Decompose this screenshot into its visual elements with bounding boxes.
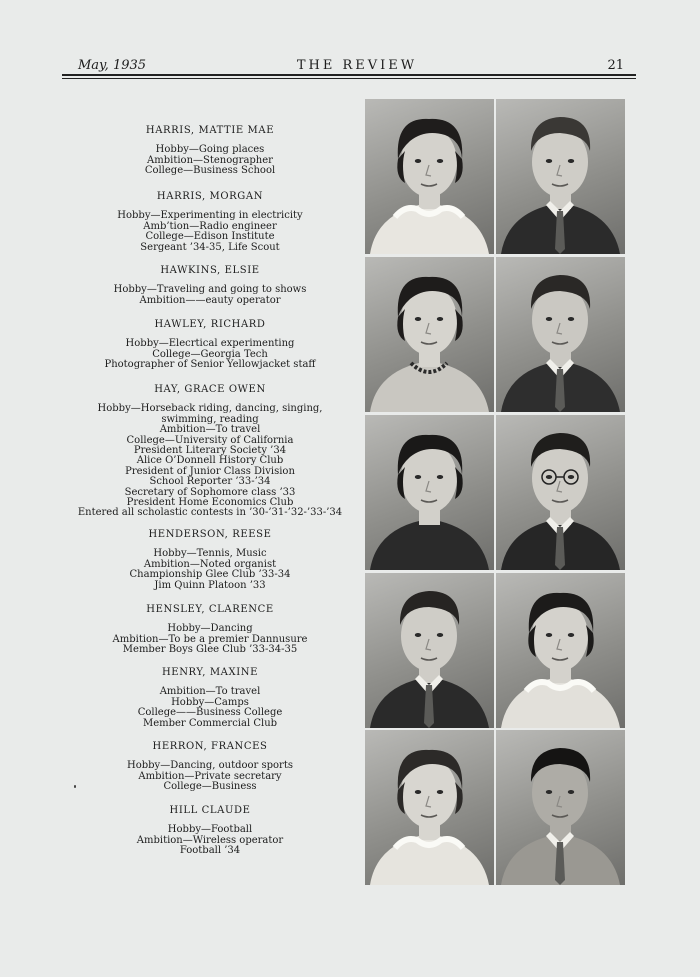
student-detail-line: Hobby—Tennis, Music	[153, 548, 267, 560]
student-detail-line: Sergeant ’34-35, Life Scout	[140, 241, 280, 253]
student-detail-line: Ambition—To travel	[159, 424, 261, 436]
student-detail-line: Football ’34	[179, 845, 241, 857]
student-entry	[60, 605, 360, 656]
portrait-photo	[365, 573, 494, 728]
student-detail-line: Ambition——eauty operator	[139, 294, 281, 306]
student-entry	[60, 320, 360, 371]
header-rule-thin	[62, 78, 636, 79]
student-detail-line: College—Edison Institute	[145, 231, 275, 243]
student-detail-line: Member Commercial Club	[142, 717, 278, 729]
student-detail-line: Hobby—Experimenting in electricity	[117, 210, 303, 222]
student-detail-line: School Reporter ’33-’34	[149, 476, 271, 488]
student-entry	[60, 530, 360, 591]
student-detail-line: Secretary of Sophomore class ’33	[124, 486, 296, 498]
student-entry	[60, 192, 360, 253]
student-detail-line: swimming, reading	[161, 413, 259, 425]
student-detail-line: Hobby—Traveling and going to shows	[113, 284, 307, 296]
issue-date: May, 1935	[78, 58, 147, 73]
student-detail-line: Hobby—Horseback riding, dancing, singing,	[97, 403, 323, 415]
student-detail-line: College——Business College	[137, 707, 283, 719]
student-entry	[60, 385, 360, 519]
student-detail-line: College—Business	[163, 781, 257, 793]
student-name: HERRON, FRANCES	[152, 741, 268, 752]
student-detail-line: Hobby—Going places	[155, 144, 265, 156]
student-entry	[60, 126, 360, 177]
student-detail-line: Member Boys Glee Club ’33-34-35	[122, 644, 298, 656]
student-name: HENSLEY, CLARENCE	[146, 604, 274, 615]
portrait-photo	[496, 573, 625, 728]
student-detail-line: College—Georgia Tech	[152, 348, 268, 360]
student-entry	[60, 742, 360, 793]
publication-title: THE REVIEW	[296, 58, 418, 73]
student-detail-line: Ambition—Noted organist	[143, 558, 277, 570]
student-detail-line: President Literary Society ’34	[133, 445, 287, 457]
student-detail-line: Amb’tion—Radio engineer	[143, 220, 277, 232]
portrait-grid	[365, 99, 627, 885]
student-detail-line: Ambition—Stenographer	[147, 154, 273, 166]
student-detail-line: Jim Quinn Platoon ’33	[154, 579, 266, 591]
student-detail-line: Hobby—Dancing	[167, 623, 253, 635]
student-name: HENRY, MAXINE	[161, 667, 259, 678]
student-name: HAY, GRACE OWEN	[154, 384, 266, 395]
portrait-photo	[365, 415, 494, 570]
student-name: HENDERSON, REESE	[148, 529, 272, 540]
student-name: HARRIS, MATTIE MAE	[145, 125, 275, 136]
student-entry	[60, 806, 360, 857]
student-detail-line: Hobby—Camps	[171, 696, 249, 708]
page-number: 21	[607, 58, 624, 73]
student-detail-line: President Home Economics Club	[126, 497, 294, 509]
portrait-photo	[496, 730, 625, 885]
student-detail-line: Ambition—To travel	[159, 686, 261, 698]
student-detail-line: Hobby—Dancing, outdoor sports	[127, 760, 293, 772]
portrait-photo	[365, 730, 494, 885]
student-detail-line: President of Junior Class Division	[125, 465, 295, 477]
portrait-photo	[496, 99, 625, 254]
student-name: HAWKINS, ELSIE	[160, 265, 260, 276]
student-detail-line: Photographer of Senior Yellowjacket staff	[104, 359, 316, 371]
portrait-photo	[496, 415, 625, 570]
student-name: HILL CLAUDE	[169, 805, 251, 816]
student-detail-line: Ambition—To be a premier Dannusure	[112, 633, 308, 645]
student-detail-line: Championship Glee Club ’33-34	[129, 569, 291, 581]
student-detail-line: Ambition—Wireless operator	[136, 834, 284, 846]
student-detail-line: Alice O’Donnell History Club	[136, 455, 284, 467]
student-detail-line: Hobby—Elecrtical experimenting	[125, 338, 295, 350]
student-detail-line: Entered all scholastic contests in ’30-’31-’32-’33-’34	[77, 507, 343, 519]
student-name: HARRIS, MORGAN	[156, 191, 264, 202]
portrait-photo	[365, 257, 494, 412]
stray-mark	[74, 785, 76, 788]
student-entry	[60, 266, 360, 306]
student-name: HAWLEY, RICHARD	[154, 319, 266, 330]
student-detail-line: Hobby—Football	[167, 824, 253, 836]
student-entry	[60, 668, 360, 729]
student-detail-line: College—Business School	[144, 165, 276, 177]
portrait-photo	[365, 99, 494, 254]
student-detail-line: College—University of California	[126, 434, 294, 446]
portrait-photo	[496, 257, 625, 412]
student-detail-line: Ambition—Private secretary	[138, 770, 282, 782]
header-rule-thick	[62, 74, 636, 76]
